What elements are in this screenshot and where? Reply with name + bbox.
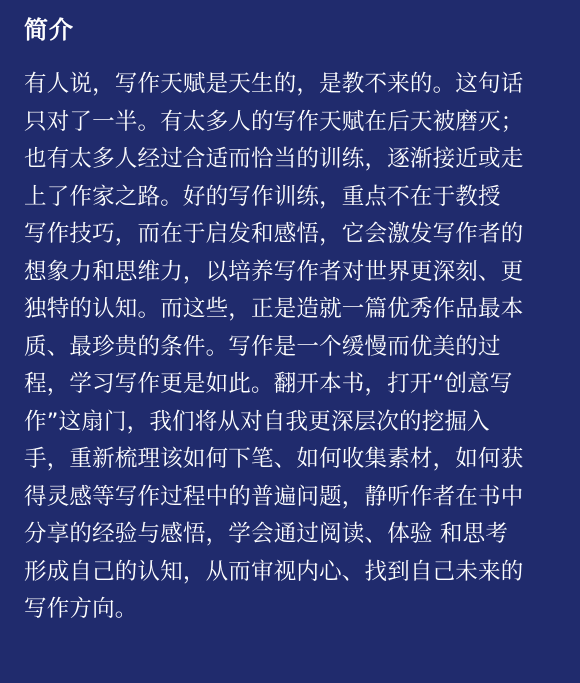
intro-line: 写作方向。 — [24, 596, 138, 622]
intro-line: 形成自己的认知，从而审视内心、找到自己未来的 — [24, 558, 524, 585]
intro-line: 分享的经验与感悟，学会通过阅读、体验 和思考 — [24, 521, 509, 547]
section-title: 简介 — [24, 16, 74, 44]
intro-line: 独特的认知。而这些，正是造就一篇优秀作品最本 — [24, 296, 524, 322]
intro-line: 得灵感等写作过程中的普遍问题，静听作者在书中 — [24, 483, 524, 510]
intro-line: 写作技巧，而在于启发和感悟，它会激发写作者的 — [24, 221, 524, 247]
intro-body — [24, 66, 560, 629]
intro-line: 作”这扇门，我们将从对自我更深层次的挖掘入 — [24, 408, 490, 435]
intro-line: 手，重新梳理该如何下笔、如何收集素材，如何获 — [24, 446, 524, 472]
intro-line: 质、最珍贵的条件。写作是一个缓慢而优美的过 — [24, 333, 501, 360]
intro-line: 上了作家之路。好的写作训练，重点不在于教授 — [24, 183, 501, 210]
intro-line: 也有太多人经过合适而恰当的训练，逐渐接近或走 — [24, 146, 524, 172]
intro-line: 程，学习写作更是如此。翻开本书，打开“创意写 — [24, 371, 513, 397]
intro-line: 有人说，写作天赋是天生的，是教不来的。这句话 — [24, 71, 524, 97]
intro-line: 只对了一半。有太多人的写作天赋在后天被磨灭； — [24, 108, 524, 135]
intro-line: 想象力和思维力，以培养写作者对世界更深刻、更 — [24, 258, 524, 285]
